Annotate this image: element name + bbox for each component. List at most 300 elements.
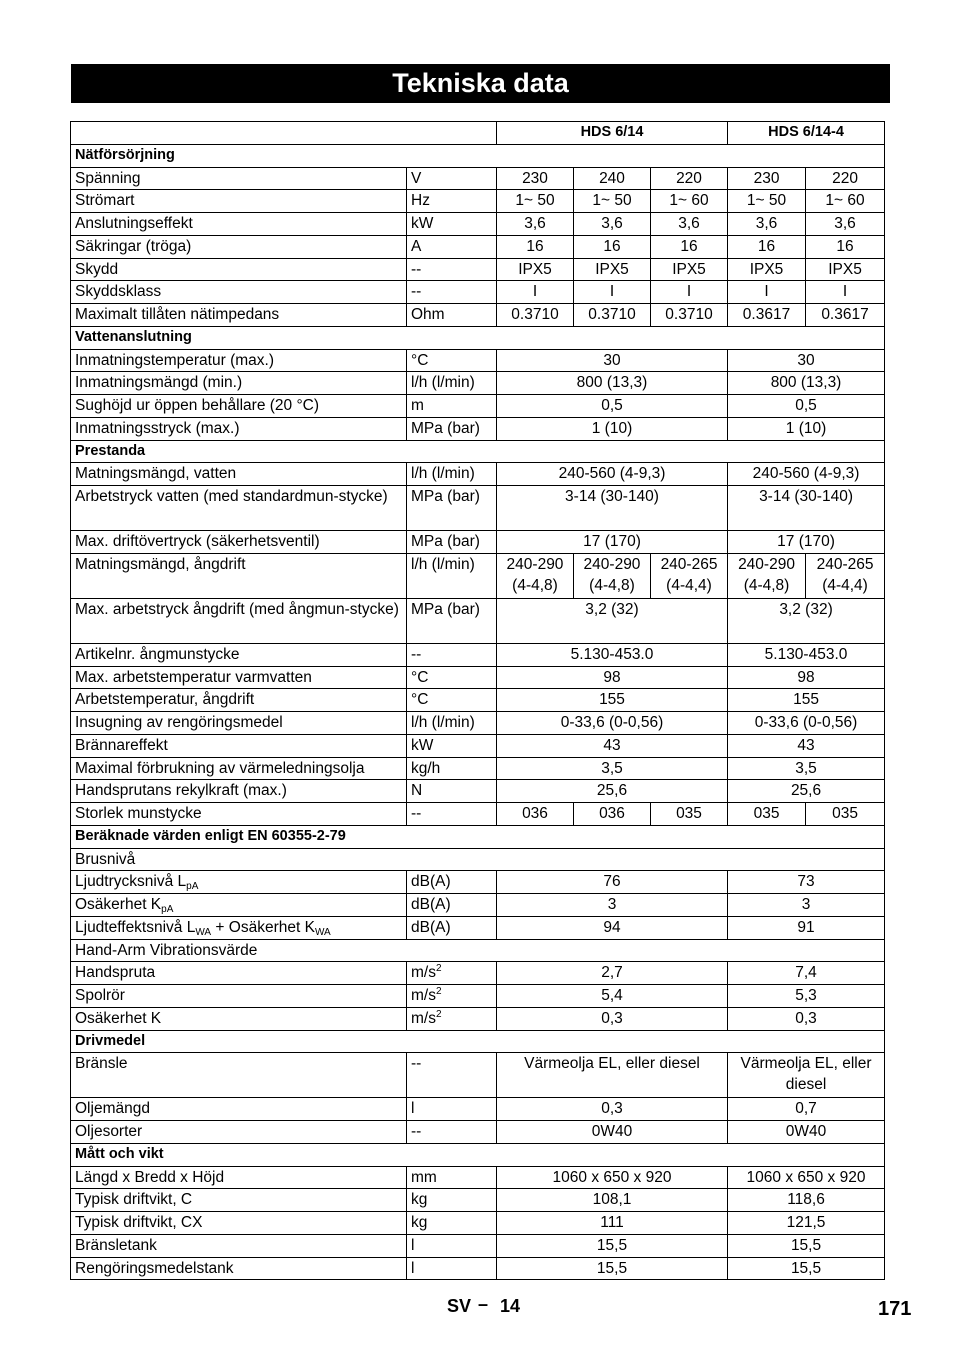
param-label-text: Skydd <box>75 260 119 278</box>
param-label <box>71 1007 407 1030</box>
value-cell: 036 <box>497 803 574 826</box>
param-unit <box>407 734 497 757</box>
param-label-text: Spolrör <box>75 987 125 1004</box>
value-cell: 15,5 <box>728 1234 885 1257</box>
param-label <box>71 395 407 418</box>
value-cell: 0,3 <box>497 1007 728 1030</box>
value-cell: 16 <box>651 235 728 258</box>
param-label-text: + Osäkerhet K <box>211 918 315 936</box>
value-cell: 240-290 (4-4,8) <box>728 553 806 598</box>
section-title: Prestanda <box>71 440 885 463</box>
subsection-row <box>71 939 885 962</box>
param-label <box>71 962 407 985</box>
table-row <box>71 643 885 666</box>
table-row <box>71 372 885 395</box>
unit-text: -- <box>411 1123 422 1140</box>
value-cell: 17 (170) <box>497 531 728 554</box>
param-label <box>71 757 407 780</box>
value-cell: I <box>651 281 728 304</box>
table-row <box>71 962 885 985</box>
value-cell: Värmeolja EL, eller diesel <box>497 1053 728 1098</box>
param-label-text: Matningsmängd, ångdrift <box>75 555 246 573</box>
param-subscript: pA <box>161 904 174 915</box>
value-cell: 240-290 (4-4,8) <box>497 553 574 598</box>
value-cell: 0,7 <box>728 1098 885 1121</box>
param-label <box>71 1189 407 1212</box>
value-cell: 230 <box>728 167 806 190</box>
unit-text: kW <box>411 736 434 754</box>
param-unit <box>407 666 497 689</box>
param-label <box>71 213 407 236</box>
unit-text: mm <box>411 1168 437 1186</box>
unit-text: MPa (bar) <box>411 533 480 550</box>
param-label <box>71 689 407 712</box>
table-row <box>71 349 885 372</box>
value-cell: IPX5 <box>574 258 651 281</box>
section-title: Mått och vikt <box>71 1143 885 1166</box>
value-cell: 1 (10) <box>497 417 728 440</box>
value-cell: 1~ 50 <box>728 190 806 213</box>
value-cell: Värmeolja EL, eller diesel <box>728 1053 885 1098</box>
unit-text: l/h (l/min) <box>411 555 475 573</box>
param-label <box>71 598 407 643</box>
table-row <box>71 1053 885 1098</box>
param-unit <box>407 894 497 917</box>
unit-text: l/h (l/min) <box>411 714 475 731</box>
table-row <box>71 463 885 486</box>
param-unit <box>407 395 497 418</box>
value-cell: 111 <box>497 1212 728 1235</box>
table-row <box>71 486 885 531</box>
param-unit <box>407 780 497 803</box>
value-cell: 0-33,6 (0-0,56) <box>497 712 728 735</box>
unit-text: -- <box>411 1055 422 1073</box>
param-label <box>71 780 407 803</box>
value-cell: 15,5 <box>497 1257 728 1280</box>
param-label-text: Osäkerhet K <box>75 896 162 913</box>
param-label-text: Maximal förbrukning av värmeledningsolja <box>75 759 365 777</box>
value-cell: 3,5 <box>497 757 728 780</box>
table-row <box>71 190 885 213</box>
value-cell: 5.130-453.0 <box>728 643 885 666</box>
param-label <box>71 281 407 304</box>
param-label-text: Artikelnr. ångmunstycke <box>75 645 240 663</box>
param-unit <box>407 349 497 372</box>
value-cell: 3,6 <box>574 213 651 236</box>
value-cell: 3,2 (32) <box>497 598 728 643</box>
model-header: HDS 6/14-4 <box>728 122 885 145</box>
param-unit <box>407 1098 497 1121</box>
value-cell: 240-265 (4-4,4) <box>806 553 885 598</box>
param-unit <box>407 643 497 666</box>
param-label <box>71 304 407 327</box>
value-cell: 3,6 <box>806 213 885 236</box>
param-label <box>71 666 407 689</box>
value-cell: 1060 x 650 x 920 <box>728 1166 885 1189</box>
value-cell: 16 <box>574 235 651 258</box>
value-cell: 0,5 <box>728 395 885 418</box>
param-subscript: pA <box>186 881 199 893</box>
param-label-text: Matningsmängd, vatten <box>75 465 237 483</box>
section-header-row <box>71 326 885 349</box>
section-title: Drivmedel <box>71 1030 885 1053</box>
table-row <box>71 666 885 689</box>
value-cell: 5,4 <box>497 985 728 1008</box>
value-cell: 0.3710 <box>651 304 728 327</box>
param-label-text: Brännareffekt <box>75 736 168 754</box>
param-label <box>71 643 407 666</box>
value-cell: IPX5 <box>497 258 574 281</box>
param-label-text: Storlek munstycke <box>75 805 202 822</box>
value-cell: IPX5 <box>728 258 806 281</box>
param-unit <box>407 190 497 213</box>
param-label <box>71 417 407 440</box>
param-unit <box>407 167 497 190</box>
param-label <box>71 1121 407 1144</box>
param-unit <box>407 304 497 327</box>
unit-text: V <box>411 169 422 187</box>
param-label <box>71 803 407 826</box>
value-cell: 1060 x 650 x 920 <box>497 1166 728 1189</box>
table-row <box>71 395 885 418</box>
param-label <box>71 553 407 598</box>
value-cell: 3 <box>728 894 885 917</box>
value-cell: 0-33,6 (0-0,56) <box>728 712 885 735</box>
table-row <box>71 780 885 803</box>
param-label <box>71 734 407 757</box>
param-unit <box>407 417 497 440</box>
param-label-text: Typisk driftvikt, C <box>75 1191 193 1209</box>
value-cell: 30 <box>497 349 728 372</box>
param-unit <box>407 1053 497 1098</box>
page-title: Tekniska data <box>71 64 890 103</box>
value-cell: 0W40 <box>497 1121 728 1144</box>
unit-text: Hz <box>411 192 430 210</box>
value-cell: 43 <box>728 734 885 757</box>
page-number: 171 <box>878 1298 912 1320</box>
param-label <box>71 1212 407 1235</box>
param-label-text: Insugning av rengöringsmedel <box>75 714 283 731</box>
param-unit <box>407 463 497 486</box>
param-unit <box>407 712 497 735</box>
table-row <box>71 985 885 1008</box>
table-row <box>71 281 885 304</box>
table-row <box>71 1234 885 1257</box>
unit-superscript: 2 <box>435 1008 442 1020</box>
value-cell: 3-14 (30-140) <box>497 486 728 531</box>
param-label <box>71 1257 407 1280</box>
param-label-text: Max. arbetstemperatur varmvatten <box>75 668 312 686</box>
table-row <box>71 304 885 327</box>
table-row <box>71 213 885 236</box>
param-label-text: Oljesorter <box>75 1123 143 1140</box>
table-row <box>71 1007 885 1030</box>
param-unit <box>407 531 497 554</box>
param-label-text: Bränsletank <box>75 1236 157 1254</box>
value-cell: 3,5 <box>728 757 885 780</box>
unit-text: A <box>411 237 422 255</box>
value-cell: 25,6 <box>497 780 728 803</box>
unit-text: m/s <box>411 1009 436 1027</box>
param-label <box>71 1053 407 1098</box>
value-cell: 1~ 60 <box>651 190 728 213</box>
value-cell: 15,5 <box>497 1234 728 1257</box>
param-label <box>71 372 407 395</box>
section-title: Beräknade värden enligt EN 60355-2-79 <box>71 825 885 848</box>
param-label-text: Max. driftövertryck (säkerhetsventil) <box>75 533 320 550</box>
value-cell: IPX5 <box>806 258 885 281</box>
value-cell: 220 <box>806 167 885 190</box>
param-label <box>71 190 407 213</box>
param-unit <box>407 1166 497 1189</box>
value-cell: 94 <box>497 916 728 939</box>
value-cell: 0.3710 <box>497 304 574 327</box>
param-label <box>71 916 407 939</box>
unit-text: kg/h <box>411 759 441 777</box>
param-unit <box>407 689 497 712</box>
unit-text: -- <box>411 805 422 822</box>
section-header-row <box>71 440 885 463</box>
value-cell: 230 <box>497 167 574 190</box>
param-label-text: Inmatningsmängd (min.) <box>75 374 243 392</box>
value-cell: 155 <box>497 689 728 712</box>
table-row <box>71 235 885 258</box>
param-label <box>71 871 407 894</box>
table-row <box>71 417 885 440</box>
header-blank-cell <box>71 122 497 145</box>
value-cell: 7,4 <box>728 962 885 985</box>
value-cell: 91 <box>728 916 885 939</box>
unit-superscript: 2 <box>435 963 442 975</box>
param-subscript: WA <box>195 926 212 938</box>
param-unit <box>407 916 497 939</box>
param-label-text: Typisk driftvikt, CX <box>75 1214 203 1231</box>
value-cell: 0.3617 <box>806 304 885 327</box>
value-cell: I <box>806 281 885 304</box>
param-unit <box>407 962 497 985</box>
value-cell: 0,5 <box>497 395 728 418</box>
value-cell: 16 <box>728 235 806 258</box>
param-label-text: Sughöjd ur öppen behållare (20 °C) <box>75 397 320 414</box>
unit-text: -- <box>411 645 422 663</box>
unit-text: dB(A) <box>411 873 451 891</box>
model-header: HDS 6/14 <box>497 122 728 145</box>
param-label-text: Inmatningstemperatur (max.) <box>75 351 274 369</box>
param-unit <box>407 213 497 236</box>
unit-text: m <box>411 397 424 414</box>
param-label-text: Bränsle <box>75 1055 128 1073</box>
table-row <box>71 871 885 894</box>
value-cell: 2,7 <box>497 962 728 985</box>
unit-text: °C <box>411 351 429 369</box>
param-unit <box>407 1234 497 1257</box>
table-row <box>71 689 885 712</box>
value-cell: 0W40 <box>728 1121 885 1144</box>
param-label-text: Spänning <box>75 169 141 187</box>
param-label-text: Anslutningseffekt <box>75 215 193 232</box>
value-cell: 240-265 (4-4,4) <box>651 553 728 598</box>
table-row <box>71 894 885 917</box>
param-label-text: Arbetstemperatur, ångdrift <box>75 691 255 709</box>
param-label-text: Ljudtrycksnivå L <box>75 873 187 891</box>
param-label-text: Längd x Bredd x Höjd <box>75 1168 225 1186</box>
value-cell: 108,1 <box>497 1189 728 1212</box>
param-label <box>71 258 407 281</box>
table-row <box>71 757 885 780</box>
value-cell: 0,3 <box>728 1007 885 1030</box>
footer-dash: – <box>478 1294 489 1314</box>
param-label <box>71 894 407 917</box>
param-unit <box>407 235 497 258</box>
value-cell: 5.130-453.0 <box>497 643 728 666</box>
value-cell: 25,6 <box>728 780 885 803</box>
section-header-row <box>71 825 885 848</box>
value-cell: 035 <box>806 803 885 826</box>
value-cell: 121,5 <box>728 1212 885 1235</box>
param-label <box>71 349 407 372</box>
unit-text: l <box>411 1236 415 1254</box>
unit-superscript: 2 <box>435 986 442 997</box>
unit-text: kg <box>411 1214 428 1231</box>
param-label <box>71 235 407 258</box>
unit-text: dB(A) <box>411 896 451 913</box>
value-cell: 0.3617 <box>728 304 806 327</box>
unit-text: kg <box>411 1191 428 1209</box>
table-row <box>71 1121 885 1144</box>
table-row <box>71 1166 885 1189</box>
table-row <box>71 1189 885 1212</box>
value-cell: I <box>728 281 806 304</box>
value-cell: 800 (13,3) <box>728 372 885 395</box>
unit-text: MPa (bar) <box>411 419 480 437</box>
param-label <box>71 1234 407 1257</box>
value-cell: 1~ 60 <box>806 190 885 213</box>
param-label-text: Säkringar (tröga) <box>75 237 192 255</box>
value-cell: 3 <box>497 894 728 917</box>
param-label <box>71 486 407 531</box>
table-row <box>71 734 885 757</box>
unit-text: m/s <box>411 987 436 1004</box>
value-cell: 035 <box>651 803 728 826</box>
unit-text: l/h (l/min) <box>411 374 475 392</box>
value-cell: IPX5 <box>651 258 728 281</box>
value-cell: 5,3 <box>728 985 885 1008</box>
param-unit <box>407 598 497 643</box>
table-row <box>71 258 885 281</box>
param-label <box>71 167 407 190</box>
param-unit <box>407 281 497 304</box>
value-cell: 30 <box>728 349 885 372</box>
param-label-text: Rengöringsmedelstank <box>75 1259 234 1277</box>
value-cell: 16 <box>806 235 885 258</box>
param-label-text: Handsprutans rekylkraft (max.) <box>75 782 287 800</box>
param-label <box>71 985 407 1008</box>
value-cell: 1~ 50 <box>574 190 651 213</box>
param-label <box>71 712 407 735</box>
table-row <box>71 531 885 554</box>
value-cell: 240-560 (4-9,3) <box>728 463 885 486</box>
param-label-text: Osäkerhet K <box>75 1009 162 1027</box>
param-subscript: WA <box>314 926 331 938</box>
param-unit <box>407 372 497 395</box>
section-header-row <box>71 144 885 167</box>
unit-text: kW <box>411 215 434 232</box>
param-unit <box>407 803 497 826</box>
value-cell: 3,6 <box>497 213 574 236</box>
value-cell: 240-290 (4-4,8) <box>574 553 651 598</box>
param-label-text: Maximalt tillåten nätimpedans <box>75 306 280 323</box>
unit-text: m/s <box>411 964 436 982</box>
value-cell: 73 <box>728 871 885 894</box>
param-label <box>71 531 407 554</box>
param-label <box>71 1098 407 1121</box>
param-unit <box>407 871 497 894</box>
value-cell: 16 <box>497 235 574 258</box>
param-label-text: Handspruta <box>75 964 156 982</box>
table-row <box>71 598 885 643</box>
section-title: Nätförsörjning <box>71 144 885 167</box>
value-cell: I <box>574 281 651 304</box>
value-cell: 220 <box>651 167 728 190</box>
section-title: Vattenanslutning <box>71 326 885 349</box>
param-unit <box>407 1189 497 1212</box>
unit-text: °C <box>411 668 429 686</box>
unit-text: dB(A) <box>411 918 451 936</box>
table-row <box>71 1257 885 1280</box>
value-cell: 1~ 50 <box>497 190 574 213</box>
param-unit <box>407 486 497 531</box>
param-label-text: Oljemängd <box>75 1100 150 1118</box>
param-label <box>71 463 407 486</box>
value-cell: 155 <box>728 689 885 712</box>
value-cell: 1 (10) <box>728 417 885 440</box>
footer-section-page: 14 <box>500 1296 521 1316</box>
section-header-row <box>71 1143 885 1166</box>
unit-text: MPa (bar) <box>411 488 480 505</box>
value-cell: 17 (170) <box>728 531 885 554</box>
value-cell: 15,5 <box>728 1257 885 1280</box>
section-header-row <box>71 1030 885 1053</box>
value-cell: 036 <box>574 803 651 826</box>
value-cell: 98 <box>497 666 728 689</box>
unit-text: Ohm <box>411 306 445 323</box>
param-label-text: Skyddsklass <box>75 283 162 301</box>
value-cell: 0,3 <box>497 1098 728 1121</box>
param-unit <box>407 553 497 598</box>
table-row <box>71 553 885 598</box>
value-cell: 3-14 (30-140) <box>728 486 885 531</box>
value-cell: 3,2 (32) <box>728 598 885 643</box>
param-label-text: Strömart <box>75 192 135 210</box>
subsection-title: Brusnivå <box>71 848 885 871</box>
table-row <box>71 1212 885 1235</box>
value-cell: 240-560 (4-9,3) <box>497 463 728 486</box>
value-cell: 240 <box>574 167 651 190</box>
param-label-text: Arbetstryck vatten (med standardmun-stycke) <box>75 488 388 505</box>
param-unit <box>407 1212 497 1235</box>
param-label <box>71 1166 407 1189</box>
value-cell: 98 <box>728 666 885 689</box>
value-cell: 76 <box>497 871 728 894</box>
table-row <box>71 712 885 735</box>
table-row <box>71 803 885 826</box>
unit-text: °C <box>411 691 429 709</box>
param-unit <box>407 757 497 780</box>
model-header-row <box>71 122 885 145</box>
value-cell: 3,6 <box>728 213 806 236</box>
table-row <box>71 167 885 190</box>
unit-text: MPa (bar) <box>411 600 480 618</box>
